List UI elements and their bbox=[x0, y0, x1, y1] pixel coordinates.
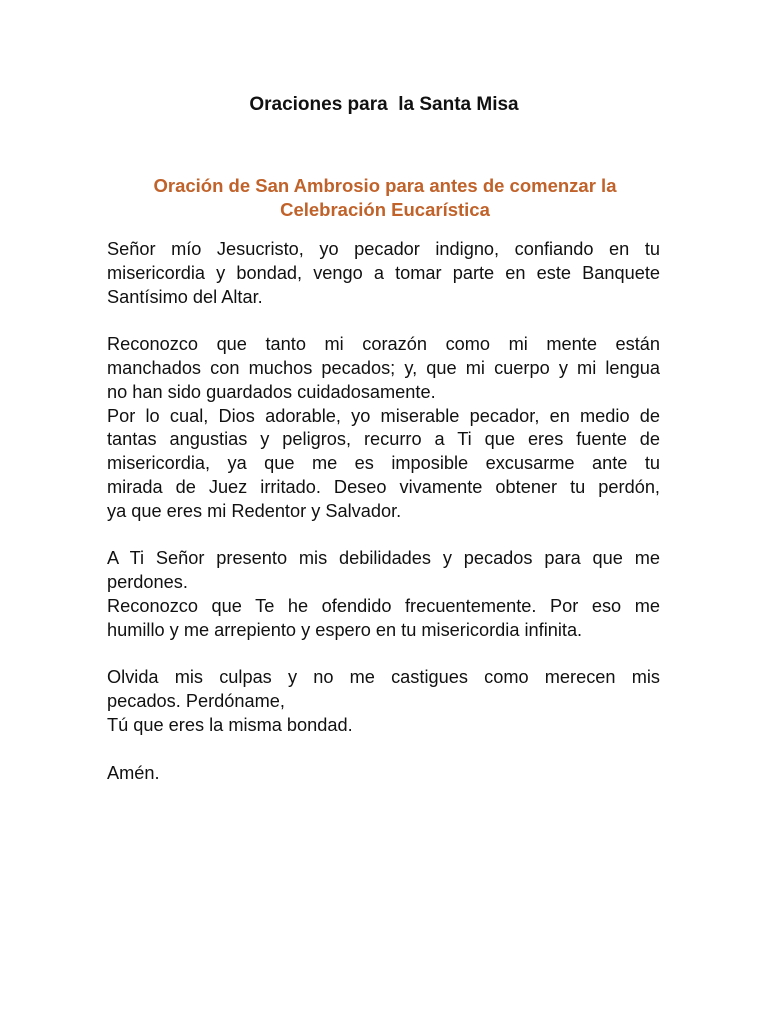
text-line: Por lo cual, Dios adorable, yo miserable pecador, en medio de bbox=[107, 405, 660, 426]
text-line: A Ti Señor presento mis debilidades y pecados para que me bbox=[107, 548, 660, 569]
prayer-paragraph bbox=[107, 547, 660, 595]
text-line: Amén. bbox=[107, 762, 160, 783]
prayer-paragraph-amen bbox=[107, 762, 660, 786]
text-line: perdones. bbox=[107, 572, 188, 593]
text-line: manchados con muchos pecados; y, que mi cuerpo y mi lengua bbox=[107, 357, 660, 378]
text-line: Tú que eres la misma bondad. bbox=[107, 714, 353, 735]
text-line: Santísimo del Altar. bbox=[107, 286, 263, 307]
prayer-heading-line: Celebración Eucarística bbox=[280, 199, 490, 220]
text-line: no han sido guardados cuidadosamente. bbox=[107, 381, 436, 402]
text-line: misericordia, ya que me es imposible excusarme ante tu bbox=[107, 453, 660, 474]
text-line: tantas angustias y peligros, recurro a Ti que eres fuente de bbox=[107, 429, 660, 450]
text-line: Reconozco que tanto mi corazón como mi mente están bbox=[107, 334, 660, 355]
text-line: misericordia y bondad, vengo a tomar parte en este Banquete bbox=[107, 262, 660, 283]
prayer-heading bbox=[100, 174, 670, 222]
text-line: mirada de Juez irritado. Deseo vivamente obtener tu perdón, bbox=[107, 476, 660, 497]
document-title: Oraciones para la Santa Misa bbox=[249, 94, 519, 115]
text-line: ya que eres mi Redentor y Salvador. bbox=[107, 500, 402, 521]
prayer-paragraph bbox=[107, 714, 660, 738]
text-line: humillo y me arrepiento y espero en tu misericordia infinita. bbox=[107, 619, 583, 640]
text-line: Reconozco que Te he ofendido frecuentemente. Por eso me bbox=[107, 595, 660, 616]
prayer-paragraph bbox=[107, 595, 660, 643]
text-line: pecados. Perdóname, bbox=[107, 691, 285, 712]
prayer-paragraph bbox=[107, 333, 660, 404]
prayer-paragraph bbox=[107, 405, 660, 524]
prayer-body bbox=[107, 238, 660, 785]
prayer-heading-line: Oración de San Ambrosio para antes de comenzar la bbox=[153, 175, 617, 196]
text-line: Olvida mis culpas y no me castigues como merecen mis bbox=[107, 667, 660, 688]
text-line: Señor mío Jesucristo, yo pecador indigno, confiando en tu bbox=[107, 239, 660, 259]
prayer-paragraph bbox=[107, 238, 660, 309]
prayer-paragraph bbox=[107, 666, 660, 714]
